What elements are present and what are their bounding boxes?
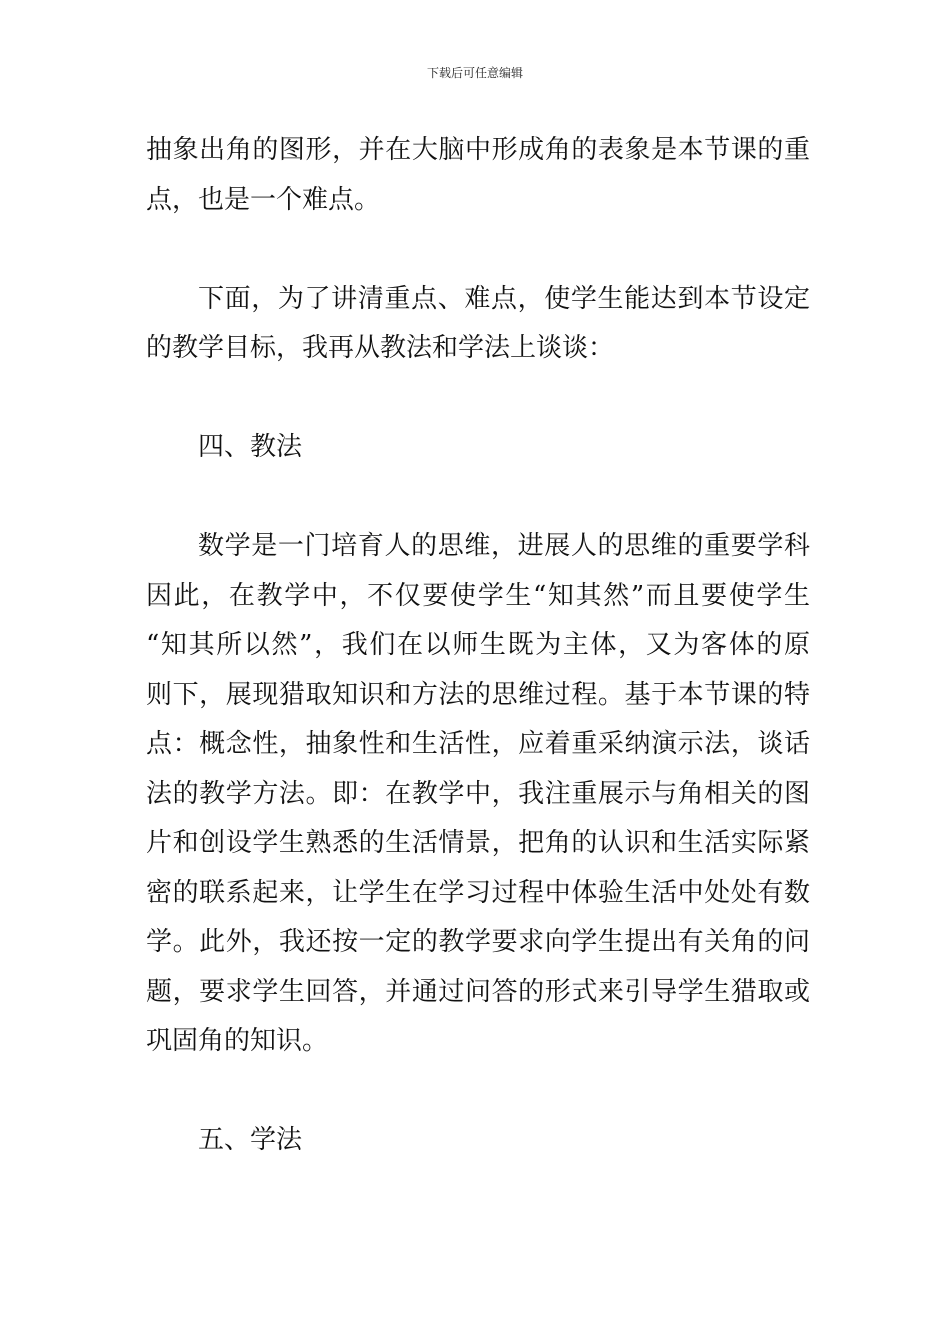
paragraph-teaching-method xyxy=(146,522,810,1067)
page-header: 下载后可任意编辑 xyxy=(426,66,523,80)
text-line: 法的教学方法。即：在教学中，我注重展示与角相关的图 xyxy=(146,778,810,809)
text-line: 学。此外，我还按一定的教学要求向学生提出有关角的问 xyxy=(146,927,810,957)
paragraph-key-point xyxy=(146,126,810,225)
paragraph-gap xyxy=(146,374,810,424)
text-line: 点，也是一个难点。 xyxy=(146,184,381,215)
section-heading-teaching-method xyxy=(146,423,810,473)
text-line: 片和创设学生熟悉的生活情景，把角的认识和生活实际紧 xyxy=(146,828,810,858)
text-line: 则下，展现猎取知识和方法的思维过程。基于本节课的特 xyxy=(146,679,810,710)
section-heading-learning-method xyxy=(146,1116,810,1166)
paragraph-gap xyxy=(146,225,810,275)
text-line: 因此，在教学中，不仅要使学生“知其然”而且要使学生 xyxy=(146,580,810,611)
text-line: 巩固角的知识。 xyxy=(146,1026,329,1056)
section-heading: 四、教法 xyxy=(198,432,303,462)
text-line: “知其所以然”，我们在以师生既为主体，又为客体的原 xyxy=(146,630,810,660)
text-line: 的教学目标，我再从教法和学法上谈谈： xyxy=(146,333,615,363)
text-line: 点：概念性，抽象性和生活性，应着重采纳演示法，谈话 xyxy=(146,729,810,759)
paragraph-intro-methods xyxy=(146,275,810,374)
text-line: 抽象出角的图形，并在大脑中形成角的表象是本节课的重 xyxy=(146,135,810,165)
text-line: 下面，为了讲清重点、难点，使学生能达到本节设定 xyxy=(198,283,810,314)
paragraph-gap xyxy=(146,473,810,523)
document-body xyxy=(146,126,810,1166)
text-line: 数学是一门培育人的思维，进展人的思维的重要学科 xyxy=(198,531,810,561)
section-heading: 五、学法 xyxy=(198,1125,303,1155)
text-line: 题，要求学生回答，并通过问答的形式来引导学生猎取或 xyxy=(146,976,810,1007)
text-line: 密的联系起来，让学生在学习过程中体验生活中处处有数 xyxy=(146,877,810,908)
paragraph-gap xyxy=(146,1067,810,1117)
